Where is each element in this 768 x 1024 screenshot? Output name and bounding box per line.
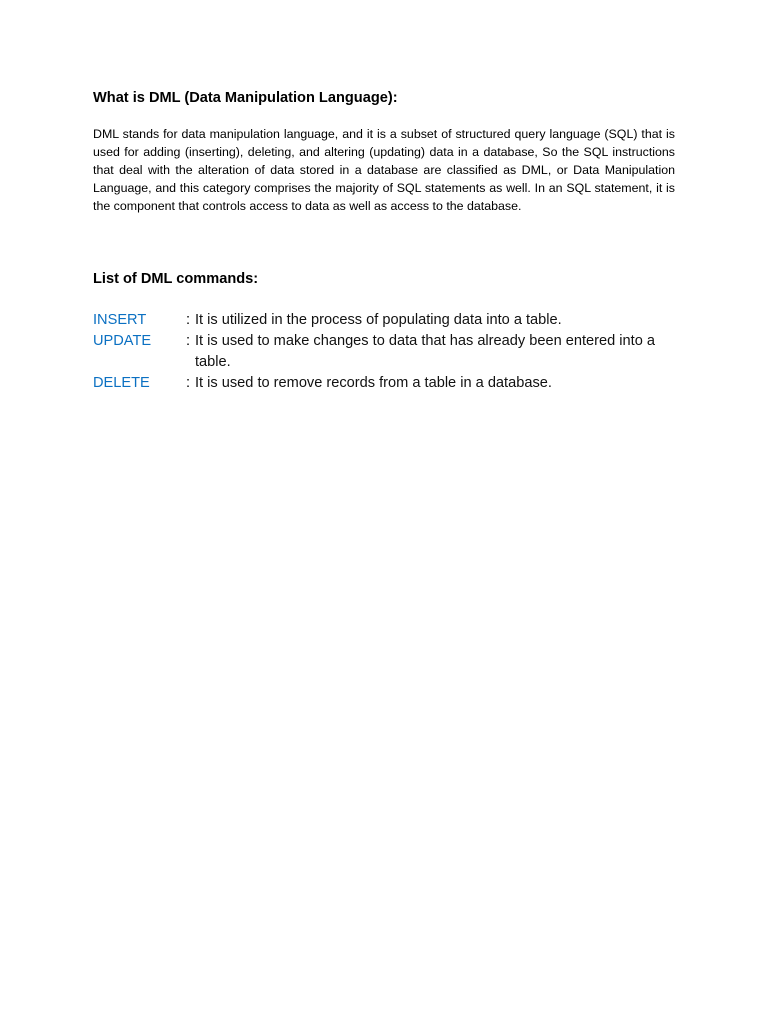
command-row-update [93,331,683,373]
command-separator: : [186,312,191,328]
dml-intro-paragraph: DML stands for data manipulation language, and it is a subset of structured query language (SQL) that is used for adding (inserting), deleting, and altering (updating) data in a database, So the SQL instructions that deal with the alteration of data stored in a database are classified as DML, or Data Manipulation Language, and this category comprises the majority of SQL statements as well. In an SQL statement, it is the component that controls access to data as well as access to the database. [93,127,675,213]
command-name: UPDATE [93,333,152,349]
dml-commands-list [93,310,683,394]
command-row-delete [93,373,683,394]
command-name: DELETE [93,375,150,391]
command-separator: : [186,375,191,391]
command-row-insert [93,310,683,331]
dml-commands-heading: List of DML commands: [93,271,259,287]
dml-heading: What is DML (Data Manipulation Language): [93,90,398,106]
command-name: INSERT [93,312,147,328]
command-description: It is used to remove records from a table in a database. [195,375,552,391]
command-description: It is used to make changes to data that has already been entered into a table. [195,333,656,370]
command-description: It is utilized in the process of populating data into a table. [195,312,562,328]
command-separator: : [186,333,191,349]
